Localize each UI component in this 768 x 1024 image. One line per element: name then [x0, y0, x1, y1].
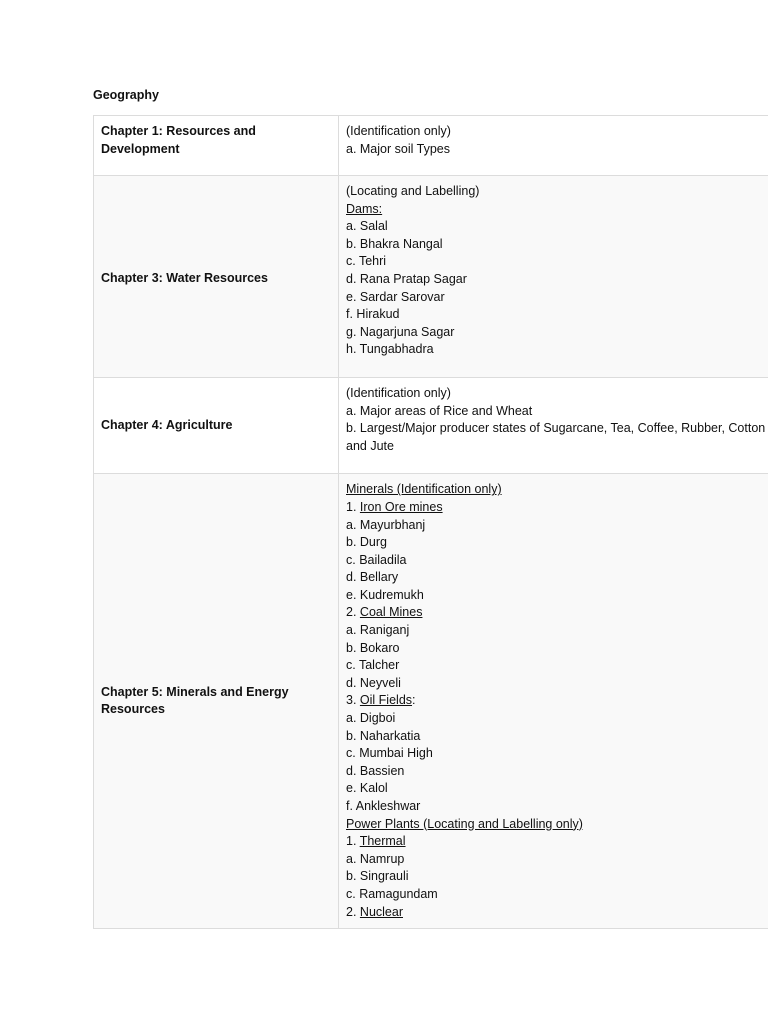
list-item: a. Salal	[346, 219, 388, 234]
chapter-cell: Chapter 3: Water Resources	[94, 176, 339, 378]
list-item: a. Namrup	[346, 851, 405, 866]
dams-heading: Dams:	[346, 201, 383, 216]
list-item	[346, 481, 768, 499]
list-item: a. Major areas of Rice and Wheat	[346, 403, 533, 418]
list-item: a. Major soil Types	[346, 141, 450, 156]
list-item: b. Largest/Major producer states of Sugarcane, Tea, Coffee, Rubber, Cotton and Jute	[346, 421, 766, 453]
list-item: a. Raniganj	[346, 623, 410, 638]
content-cell	[339, 474, 768, 929]
list-item: (Locating and Labelling)	[346, 184, 480, 198]
list-item: f. Ankleshwar	[346, 799, 421, 813]
list-item: f. Hirakud	[346, 307, 400, 322]
list-item: a. Digboi	[346, 711, 396, 726]
nuclear-heading: Nuclear	[359, 904, 403, 919]
list-number: 3.	[346, 693, 357, 708]
list-item: a. Mayurbhanj	[346, 517, 426, 532]
list-item: b. Bhakra Nangal	[346, 236, 443, 251]
content-cell	[339, 176, 768, 378]
list-item: c. Mumbai High	[346, 746, 433, 761]
section-heading: Geography	[93, 88, 159, 102]
iron-ore-heading: Iron Ore mines	[359, 499, 443, 514]
list-item: b. Singrauli	[346, 869, 409, 884]
list-item: c. Talcher	[346, 658, 400, 673]
minerals-heading: Minerals (Identification only)	[346, 482, 502, 497]
list-item: (Identification only)	[346, 124, 451, 138]
list-item	[346, 904, 768, 922]
chapter-cell: Chapter 4: Agriculture	[94, 377, 339, 473]
list-item: d. Neyveli	[346, 675, 401, 690]
list-item	[346, 833, 768, 851]
list-item: g. Nagarjuna Sagar	[346, 324, 455, 339]
coal-mines-heading: Coal Mines	[359, 605, 423, 620]
list-item: d. Bassien	[346, 763, 405, 778]
table-row	[94, 116, 768, 176]
list-number: 2.	[346, 904, 357, 919]
list-item: d. Bellary	[346, 570, 399, 585]
content-cell	[339, 116, 768, 176]
list-item	[346, 816, 768, 834]
list-item: e. Sardar Sarovar	[346, 289, 445, 304]
table-row	[94, 377, 768, 473]
list-item: h. Tungabhadra	[346, 342, 434, 357]
thermal-heading: Thermal	[359, 834, 406, 849]
oil-fields-heading: Oil Fields	[359, 693, 413, 708]
chapter-cell: Chapter 1: Resources and Development	[94, 116, 339, 176]
list-item: b. Bokaro	[346, 640, 400, 655]
list-item: b. Durg	[346, 535, 387, 550]
colon: :	[412, 693, 416, 708]
list-item	[346, 201, 768, 219]
list-number: 2.	[346, 605, 357, 620]
table-row	[94, 474, 768, 929]
syllabus-table	[93, 115, 768, 929]
list-item: (Identification only)	[346, 385, 451, 400]
list-item	[346, 604, 768, 622]
list-number: 1.	[346, 834, 357, 849]
table-row	[94, 176, 768, 378]
list-item: d. Rana Pratap Sagar	[346, 271, 467, 286]
chapter-cell: Chapter 5: Minerals and Energy Resources	[94, 474, 339, 929]
list-item	[346, 499, 768, 517]
list-item: e. Kudremukh	[346, 587, 424, 602]
power-plants-heading: Power Plants (Locating and Labelling only)	[346, 816, 583, 831]
content-cell	[339, 377, 768, 473]
list-item	[346, 692, 768, 710]
list-item: e. Kalol	[346, 781, 388, 796]
list-item: c. Ramagundam	[346, 886, 438, 901]
list-item: b. Naharkatia	[346, 728, 421, 743]
list-item: c. Tehri	[346, 254, 387, 269]
list-item: c. Bailadila	[346, 552, 407, 567]
list-number: 1.	[346, 499, 357, 514]
